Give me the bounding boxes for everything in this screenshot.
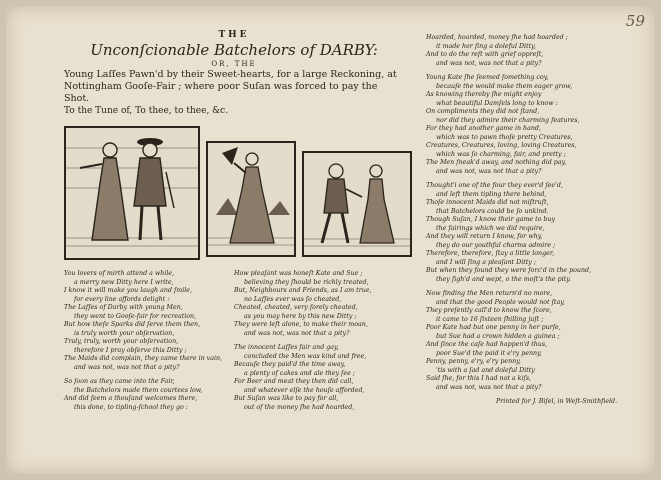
verse-line: and was not, was not that a pity?: [436, 59, 542, 67]
column-2: [234, 270, 371, 418]
verse-line: Becauſe they paid'd the time away,: [234, 361, 346, 368]
verse-line: Cheated, cheated, very ſorely cheated,: [234, 304, 358, 311]
verse-line: And did ſeem a thouſand welcomes there,: [64, 395, 198, 402]
column-1: [64, 270, 222, 418]
verse-line: And ſince the caſe had happen'd thus,: [426, 341, 548, 348]
verse-line: but Sue had a crown hidden a guinea ;: [436, 332, 560, 340]
subtitle: Young Laſſes Pawn'd by their Sweet-hearts, for a large Reckoning, at Nottingham Gooſe-Fair ; where poor Suſan was forced to pay the Shot.: [64, 69, 397, 104]
verse-line: Thoſe innocent Maids did not miſtruſt,: [426, 199, 549, 206]
stanza: [426, 74, 617, 176]
verse-line: and left them tipling there behind,: [436, 190, 547, 198]
column-3: [426, 34, 617, 407]
verse-line: Young Kate ſhe ſeemed ſomething coy,: [426, 74, 549, 81]
woodcut-meeting: [302, 151, 412, 257]
verse-line: they do our youthful charms admire ;: [436, 241, 556, 249]
stanza: [234, 344, 371, 412]
verse-line: Though Suſan, I know their game to buy: [426, 216, 556, 223]
verse-line: this done, to tipling-ſchool they go :: [74, 403, 188, 411]
verse-line: the fairings which we did require,: [436, 224, 545, 232]
verse-line: which was ſo charming, fair, and pretty ;: [436, 150, 566, 158]
stanza: [64, 378, 222, 412]
verse-line: what beautiful Damſels long to know :: [436, 99, 558, 107]
verse-line: nor did they admire their charming features,: [436, 116, 580, 124]
verse-line: And to do the reſt with grief oppreſt,: [426, 51, 544, 58]
title-the: THE: [218, 30, 250, 40]
stanza: [234, 270, 371, 338]
verse-line: How pleaſant was honeſt Kate and Sue ;: [234, 270, 363, 277]
verse-line: a plenty of cakes and ale they ſee ;: [244, 369, 355, 377]
woodcut-couple: [64, 126, 200, 260]
woodcut-lady: [206, 141, 296, 257]
verse-line: and was not, was not that a pity?: [436, 383, 542, 391]
verse-line: and I will ſing a pleaſant Ditty ;: [436, 258, 536, 266]
stanza: [426, 34, 617, 68]
verse-line: Now finding the Men return'd no more,: [426, 290, 553, 297]
verse-line: for every line affords delight :: [74, 295, 170, 303]
verse-line: The innocent Laſſes fair and gay,: [234, 344, 339, 351]
verse-line: believing they ſhould be richly treated,: [244, 278, 369, 286]
verse-line: it made her ſing a doleful Ditty,: [436, 42, 536, 50]
verse-line: The Laſſes of Darby with young Men,: [64, 304, 183, 311]
verse-line: therefore I pray obſerve this Ditty ;: [74, 346, 187, 354]
verse-line: Poor Kate had but one penny in her purſe,: [426, 324, 561, 331]
verse-line: You lovers of mirth attend a while,: [64, 270, 175, 277]
verse-line: Said ſhe, for this I had not a kiſs,: [426, 375, 532, 382]
verse-line: as you may here by this new Ditty ;: [244, 312, 357, 320]
broadside-sheet: [6, 6, 655, 474]
verse-line: But, Neighbours and Friends, as I am true,: [234, 287, 372, 294]
verse-line: and was not, was not that a pity?: [244, 329, 350, 337]
verse-line: Thought'i one of the four they ever'd ſee'd,: [426, 182, 563, 189]
verse-line: But how theſe Sparks did ſerve them then,: [64, 321, 201, 328]
verse-line: For they had another game in hand,: [426, 125, 541, 132]
verse-line: Hoarded, hoarded, money ſhe had hoarded ;: [426, 34, 568, 41]
verse-line: Therefore, therefore, ſtay a little longer,: [426, 250, 555, 257]
verse-line: it came to 16 ſixteen ſhilling juſt ;: [436, 315, 544, 323]
tune-line: To the Tune of, To thee, to thee, &c.: [64, 106, 229, 116]
verse-line: The Maids did complain, they came there in vain,: [64, 355, 223, 362]
verse-line: Creatures, Creatures, loving, loving Creatures,: [426, 142, 577, 149]
verse-line: the Batchelors made them courtees low,: [74, 386, 203, 394]
verse-line: which was to pawn thoſe pretty Creatures,: [436, 133, 573, 141]
verse-line: becauſe the would make them eager grow,: [436, 82, 573, 90]
verse-line: On compliments they did not ſtand,: [426, 108, 540, 115]
verse-line: As knowing thereby ſhe might enjoy: [426, 91, 542, 98]
title-block: [64, 30, 404, 116]
verse-line: and whatever elſe the houſe afforded,: [244, 386, 365, 394]
verse-line: But Suſan was like to pay for all,: [234, 395, 339, 402]
verse-line: is truly worth your obſervation,: [74, 329, 175, 337]
printer-imprint: Printed for J. Biſel, in Weſt-Smithfield.: [496, 398, 618, 405]
main-title: Unconſcionable Batchelors of DARBY:: [90, 41, 378, 59]
verse-line: they ſigh'd and wept, o the moſt's the pity.: [436, 275, 571, 283]
verse-line: For Beer and meat they then did call,: [234, 378, 354, 385]
folio-number: 59: [625, 12, 645, 30]
stanza: [426, 182, 617, 284]
verse-line: Penny, penny, e'ry, e'ry penny,: [426, 358, 521, 365]
verse-line: They preſently call'd to know the ſcore,: [426, 307, 552, 314]
verse-line: So ſoon as they came into the Fair,: [64, 378, 175, 385]
verse-line: no Laſſes ever was ſo cheated,: [244, 295, 342, 303]
verse-line: a merry new Ditty here I write,: [74, 278, 174, 286]
verse-line: that Batchelors could be ſo unkind.: [436, 207, 549, 215]
stanza: [64, 270, 222, 372]
verse-line: out of the money ſhe had hoarded,: [244, 403, 355, 411]
verse-line: and was not, was not that a pity?: [436, 167, 542, 175]
verse-line: The Men ſneak'd away, and nothing did pay,: [426, 159, 567, 166]
verse-line: They were left alone, to make their moan,: [234, 321, 368, 328]
verse-line: and that the good People would not ſtay,: [436, 298, 565, 306]
stanza: [426, 290, 617, 392]
verse-line: 'tis with a ſad and doleful Ditty: [436, 366, 535, 374]
verse-line: But when they found they were forc'd in the pound,: [426, 267, 592, 274]
title-or-the: OR, THE: [211, 60, 257, 68]
verse-line: poor Sue'd the paid it e'ry penny,: [436, 349, 542, 357]
verse-line: I know it will make you laugh and ſmile,: [64, 287, 193, 294]
verse-line: they went to Gooſe-fair for recreation,: [74, 312, 197, 320]
verse-line: Truly, truly, worth your obſervation,: [64, 338, 179, 345]
verse-line: and was not, was not that a pity?: [74, 363, 180, 371]
verse-line: And they will return I know, for why,: [426, 233, 543, 240]
verse-line: concluded the Men was kind and free,: [244, 352, 367, 360]
